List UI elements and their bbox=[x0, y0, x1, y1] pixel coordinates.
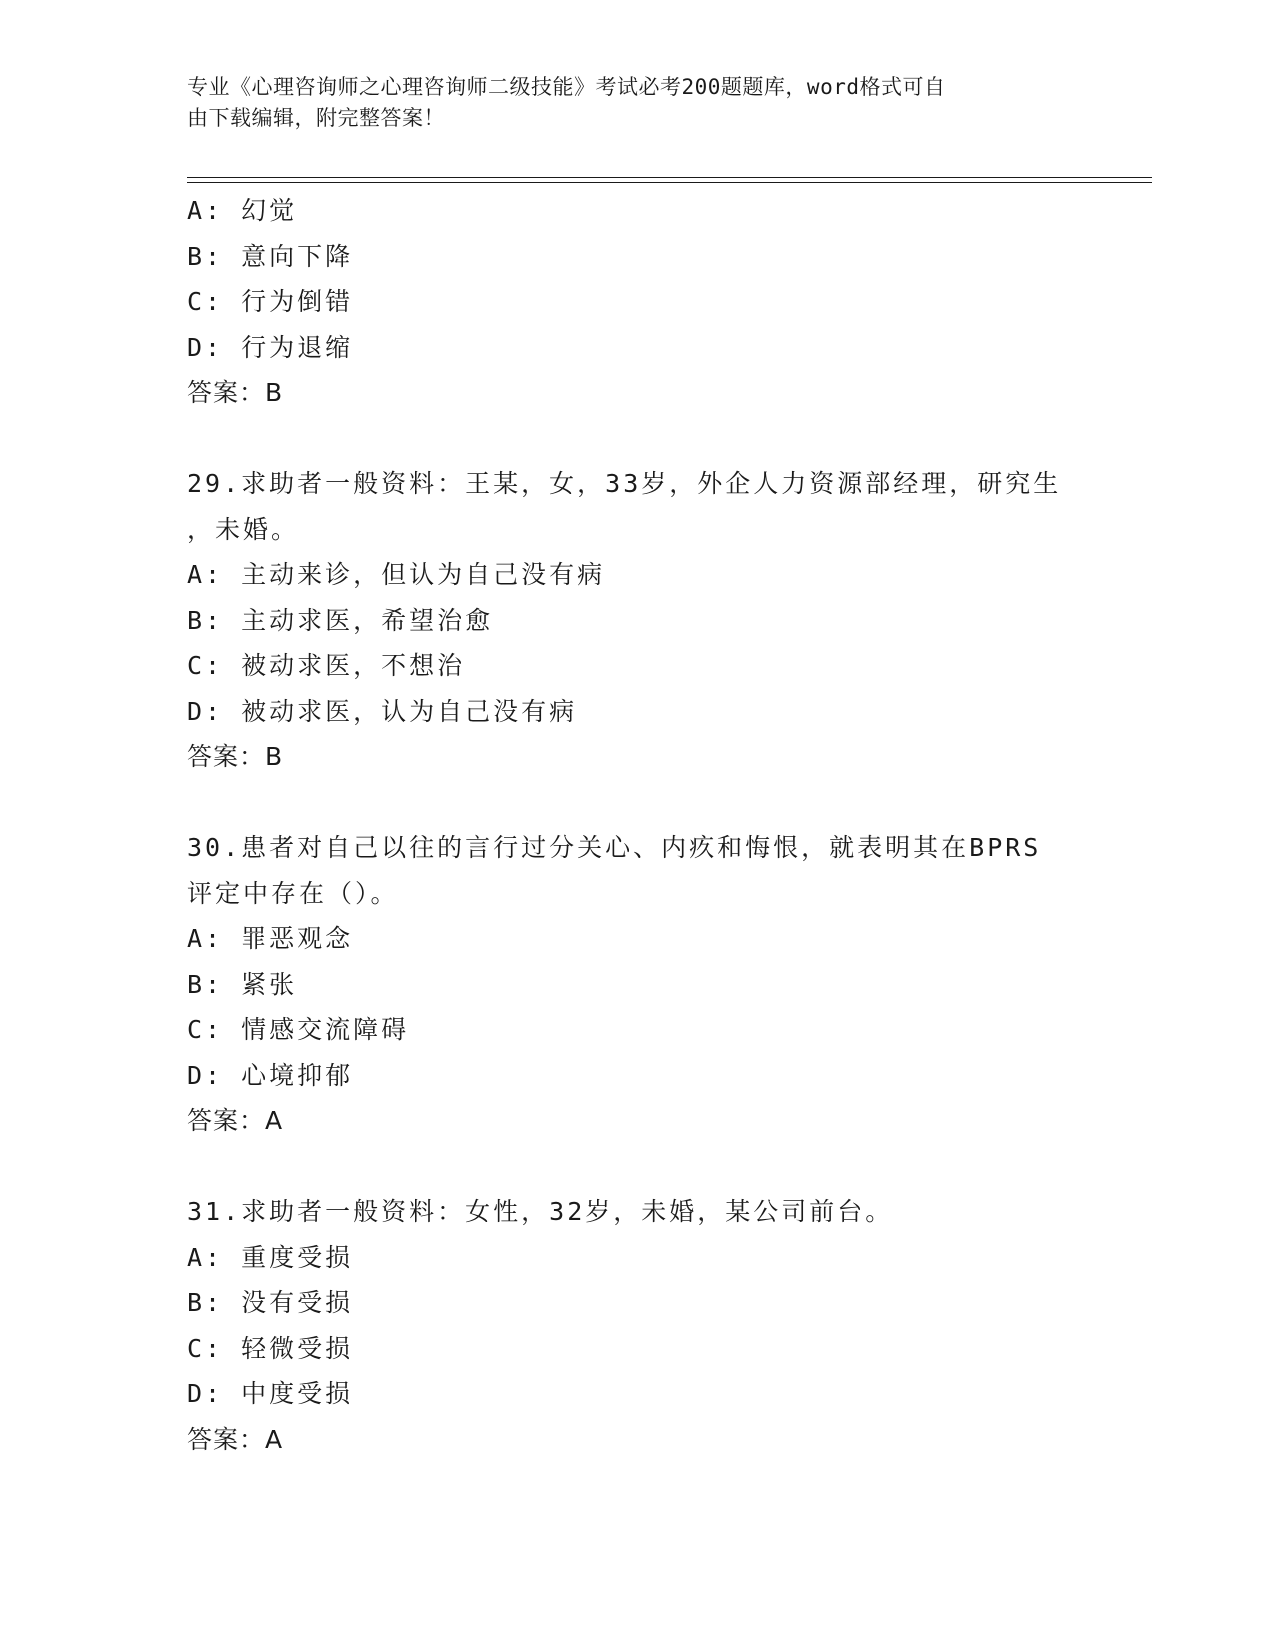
question-29 bbox=[187, 461, 1087, 780]
option-c: C: 轻微受损 bbox=[187, 1333, 354, 1363]
option-a: A: 重度受损 bbox=[187, 1242, 354, 1272]
answer-label: 答案：B bbox=[187, 742, 284, 771]
document-header bbox=[187, 72, 1067, 134]
option-c: C: 被动求医，不想治 bbox=[187, 651, 466, 680]
option-c: C: 情感交流障碍 bbox=[187, 1015, 410, 1044]
answer-label: 答案：B bbox=[187, 378, 284, 407]
question-28 bbox=[187, 188, 1087, 416]
option-d: D: 心境抑郁 bbox=[187, 1060, 354, 1090]
option-b: B: 主动求医，希望治愈 bbox=[187, 605, 494, 635]
option-d: D: 中度受损 bbox=[187, 1379, 354, 1408]
question-list bbox=[187, 188, 1087, 1462]
option-b: B: 意向下降 bbox=[187, 241, 354, 271]
question-stem-continued: ，未婚。 bbox=[187, 514, 300, 544]
question-stem: 31.求助者一般资料：女性，32岁，未婚，某公司前台。 bbox=[187, 1197, 894, 1226]
option-a: A: 幻觉 bbox=[187, 196, 298, 225]
option-b: B: 没有受损 bbox=[187, 1288, 354, 1317]
question-stem: 30.患者对自己以往的言行过分关心、内疚和悔恨，就表明其在BPRS bbox=[187, 833, 1042, 862]
answer-label: 答案：A bbox=[187, 1424, 284, 1454]
header-divider-bottom bbox=[187, 182, 1152, 183]
question-stem-continued: 评定中存在（）。 bbox=[187, 878, 399, 908]
question-stem: 29.求助者一般资料：王某，女，33岁，外企人力资源部经理，研究生 bbox=[187, 469, 1062, 498]
spacer bbox=[187, 780, 1087, 826]
option-c: C: 行为倒错 bbox=[187, 287, 354, 316]
question-30 bbox=[187, 825, 1087, 1144]
header-line-2: 由下载编辑，附完整答案！ bbox=[187, 106, 445, 130]
header-line-1: 专业《心理咨询师之心理咨询师二级技能》考试必考200题题库，word格式可自 bbox=[187, 75, 946, 99]
question-31 bbox=[187, 1189, 1087, 1462]
answer-label: 答案：A bbox=[187, 1106, 284, 1135]
header-divider-top bbox=[187, 177, 1152, 178]
spacer bbox=[187, 1144, 1087, 1190]
option-d: D: 被动求医，认为自己没有病 bbox=[187, 696, 578, 726]
option-a: A: 罪恶观念 bbox=[187, 924, 354, 953]
option-a: A: 主动来诊，但认为自己没有病 bbox=[187, 560, 606, 589]
option-d: D: 行为退缩 bbox=[187, 332, 354, 362]
spacer bbox=[187, 416, 1087, 462]
option-b: B: 紧张 bbox=[187, 969, 298, 999]
